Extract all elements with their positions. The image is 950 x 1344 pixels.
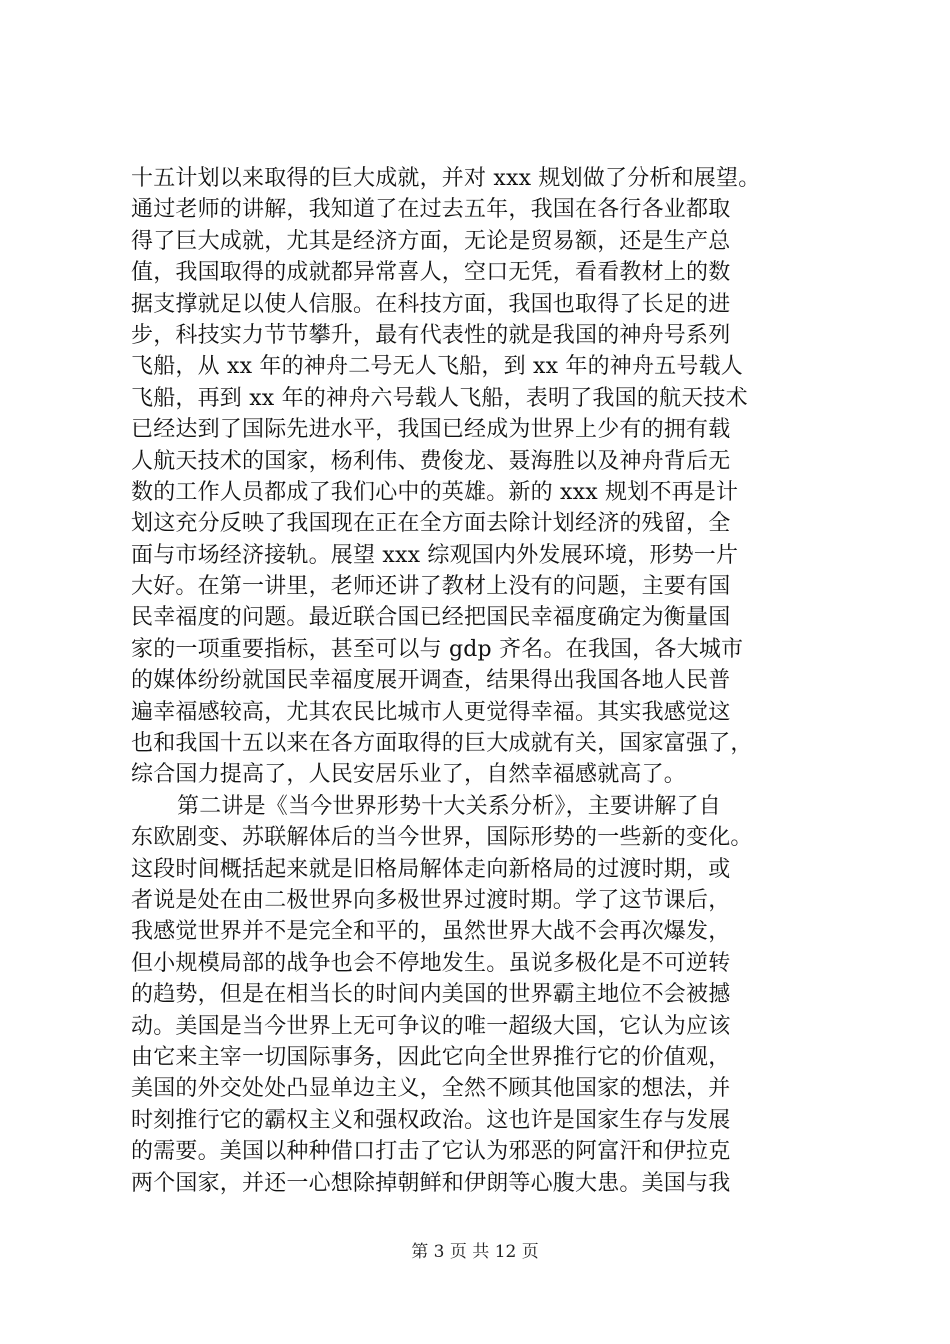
text-line: 综合国力提高了，人民安居乐业了，自然幸福感就高了。: [131, 762, 687, 788]
text-line: 遍幸福感较高，尤其农民比城市人更觉得幸福。其实我感觉这: [131, 699, 731, 725]
text-line: 已经达到了国际先进水平，我国已经成为世界上少有的拥有载: [131, 417, 731, 443]
text-line: 动。美国是当今世界上无可争议的唯一超级大国，它认为应该: [131, 1013, 731, 1039]
text-line: 十五计划以来取得的巨大成就，并对 xxx 规划做了分析和展望。: [131, 166, 761, 191]
text-line: 东欧剧变、苏联解体后的当今世界，国际形势的一些新的变化。: [131, 825, 753, 851]
text-line: 数的工作人员都成了我们心中的英雄。新的 xxx 规划不再是计: [131, 479, 739, 505]
text-line: 这段时间概括起来就是旧格局解体走向新格局的过渡时期，或: [131, 856, 731, 882]
text-line: 值，我国取得的成就都异常喜人，空口无凭，看看教材上的数: [131, 260, 731, 286]
text-line: 者说是处在由二极世界向多极世界过渡时期。学了这节课后，: [131, 887, 731, 913]
text-line: 民幸福度的问题。最近联合国已经把国民幸福度确定为衡量国: [131, 605, 731, 631]
text-line: 我感觉世界并不是完全和平的，虽然世界大战不会再次爆发，: [131, 919, 731, 945]
text-line: 的趋势，但是在相当长的时间内美国的世界霸主地位不会被撼: [131, 982, 731, 1008]
text-line: 通过老师的讲解，我知道了在过去五年，我国在各行各业都取: [131, 197, 731, 223]
text-line: 由它来主宰一切国际事务，因此它向全世界推行它的价值观，: [131, 1044, 731, 1070]
text-line: 划这充分反映了我国现在正在全方面去除计划经济的残留，全: [131, 511, 731, 537]
paragraph-start-line: 第二讲是《当今世界形势十大关系分析》，主要讲解了自: [177, 793, 722, 819]
text-line: 时刻推行它的霸权主义和强权政治。这也许是国家生存与发展: [131, 1107, 731, 1133]
text-line: 人航天技术的国家，杨利伟、费俊龙、聂海胜以及神舟背后无: [131, 448, 731, 474]
text-line: 面与市场经济接轨。展望 xxx 综观国内外发展环境，形势一片: [131, 542, 739, 568]
text-line: 的媒体纷纷就国民幸福度展开调查，结果得出我国各地人民普: [131, 668, 731, 694]
text-line: 飞船，从 xx 年的神舟二号无人飞船，到 xx 年的神舟五号载人: [131, 354, 744, 380]
text-line: 飞船，再到 xx 年的神舟六号载人飞船，表明了我国的航天技术: [131, 385, 748, 411]
text-line: 据支撑就足以使人信服。在科技方面，我国也取得了长足的进: [131, 291, 731, 317]
text-line: 步，科技实力节节攀升，最有代表性的就是我国的神舟号系列: [131, 322, 731, 348]
page-number-footer: 第 3 页 共 12 页: [411, 1242, 539, 1262]
text-line: 大好。在第一讲里，老师还讲了教材上没有的问题，主要有国: [131, 574, 731, 600]
body-text: [131, 163, 831, 1199]
text-line: 两个国家，并还一心想除掉朝鲜和伊朗等心腹大患。美国与我: [131, 1170, 731, 1196]
text-line: 美国的外交处处凸显单边主义，全然不顾其他国家的想法，并: [131, 1076, 731, 1102]
text-line: 也和我国十五以来在各方面取得的巨大成就有关，国家富强了，: [131, 731, 753, 757]
text-line: 但小规模局部的战争也会不停地发生。虽说多极化是不可逆转: [131, 950, 731, 976]
text-line: 得了巨大成就，尤其是经济方面，无论是贸易额，还是生产总: [131, 228, 731, 254]
text-line: 家的一项重要指标，甚至可以与 gdp 齐名。在我国，各大城市: [131, 636, 744, 662]
text-line: 的需要。美国以种种借口打击了它认为邪恶的阿富汗和伊拉克: [131, 1139, 731, 1165]
